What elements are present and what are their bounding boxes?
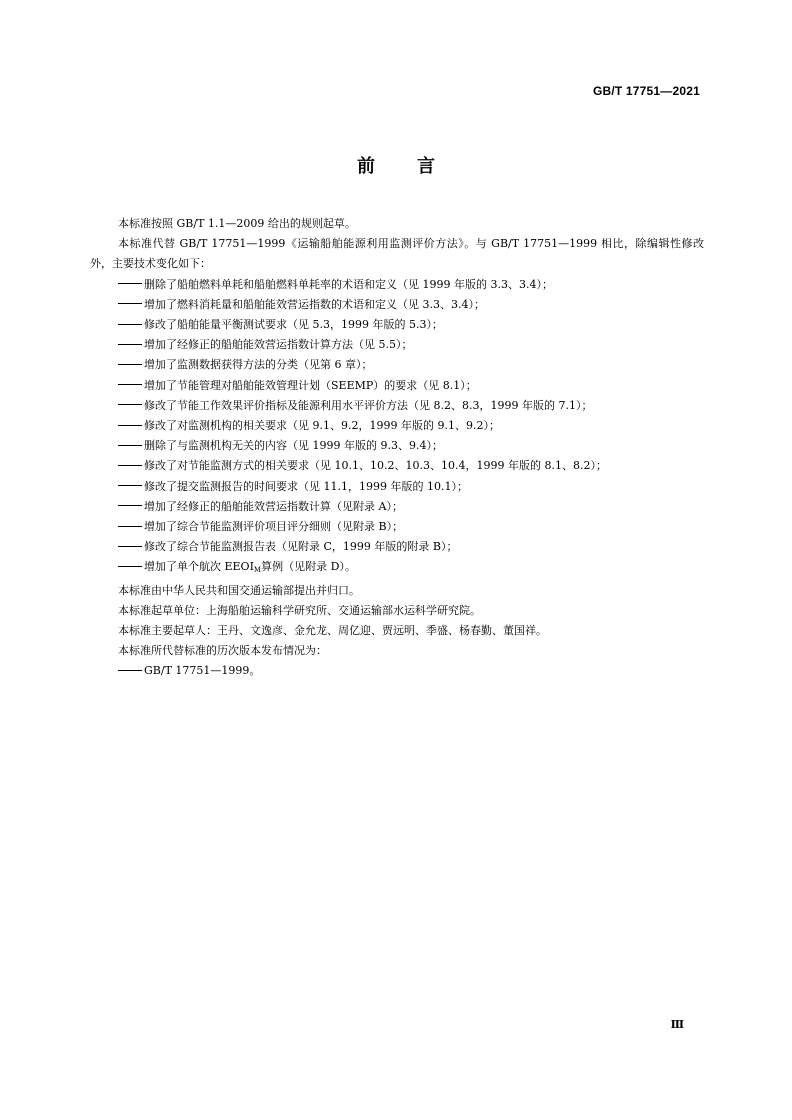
list-item-text: 增加了经修正的船舶能效营运指数计算（见附录 A）； <box>144 499 403 513</box>
dash-mark <box>118 404 142 405</box>
dash-mark <box>118 324 142 325</box>
dash-mark <box>118 445 142 446</box>
dash-mark <box>118 303 142 304</box>
list-item <box>90 355 704 375</box>
drafters-paragraph: 本标准主要起草人：王丹、文逸彦、金允龙、周亿迎、贾远明、季盛、杨春勤、董国祥。 <box>118 624 547 638</box>
page-number: Ⅲ <box>670 1018 684 1031</box>
changes-list <box>90 275 704 581</box>
list-item <box>90 416 704 436</box>
history-intro-paragraph: 本标准所代替标准的历次版本发布情况为： <box>118 644 327 658</box>
dash-mark <box>118 566 142 567</box>
list-item <box>90 295 704 315</box>
history-item <box>90 661 704 681</box>
list-item <box>90 537 704 557</box>
list-item <box>90 376 704 396</box>
dash-mark <box>118 425 142 426</box>
dash-mark <box>118 546 142 547</box>
list-item-text-before: 增加了单个航次 EEOI <box>144 560 254 574</box>
list-item-text: 修改了提交监测报告的时间要求（见 11.1，1999 年版的 10.1）； <box>144 479 468 493</box>
history-item-text: GB/T 17751—1999。 <box>144 664 261 678</box>
foreword-body <box>90 214 704 682</box>
list-item <box>90 497 704 517</box>
list-item-text: 增加了燃料消耗量和船舶能效营运指数的术语和定义（见 3.3、3.4）； <box>144 297 485 311</box>
list-item <box>90 396 704 416</box>
dash-mark <box>118 670 142 671</box>
list-item-last <box>90 557 704 580</box>
list-item <box>90 436 704 456</box>
list-item-text-after: 算例（见附录 D）。 <box>261 560 356 574</box>
list-item-text: 删除了与监测机构无关的内容（见 1999 年版的 9.3、9.4）； <box>144 439 443 453</box>
drafting-rule-paragraph: 本标准按照 GB/T 1.1—2009 给出的规则起草。 <box>118 217 356 230</box>
dash-mark <box>118 283 142 284</box>
list-item <box>90 335 704 355</box>
standard-code: GB/T 17751—2021 <box>592 84 700 98</box>
list-item-text: 修改了船舶能量平衡测试要求（见 5.3，1999 年版的 5.3）； <box>144 318 443 332</box>
proposer-paragraph: 本标准由中华人民共和国交通运输部提出并归口。 <box>118 583 360 597</box>
dash-mark <box>118 465 142 466</box>
dash-mark <box>118 526 142 527</box>
list-item-text: 增加了监测数据获得方法的分类（见第 6 章）； <box>144 358 373 372</box>
list-item <box>90 275 704 295</box>
list-item-text: 修改了节能工作效果评价指标及能源利用水平评价方法（见 8.2、8.3，1999 年版的 7.1）； <box>144 398 593 412</box>
list-item <box>90 517 704 537</box>
list-item-text: 增加了经修正的船舶能效营运指数计算方法（见 5.5）； <box>144 338 413 352</box>
dash-mark <box>118 384 142 385</box>
dash-mark <box>118 485 142 486</box>
list-item <box>90 477 704 497</box>
dash-mark <box>118 505 142 506</box>
list-item <box>90 315 704 335</box>
list-item-text: 增加了综合节能监测评价项目评分细则（见附录 B）； <box>144 520 404 534</box>
list-item <box>90 456 704 476</box>
dash-mark <box>118 364 142 365</box>
list-item-text: 修改了对节能监测方式的相关要求（见 10.1、10.2、10.3、10.4，1999 年版的 8.1、8.2）； <box>144 459 607 473</box>
drafting-units-paragraph: 本标准起草单位：上海船舶运输科学研究所、交通运输部水运科学研究院。 <box>118 603 481 617</box>
list-item-text: 增加了节能管理对船舶能效管理计划（SEEMP）的要求（见 8.1）； <box>144 378 477 392</box>
replaces-paragraph: 本标准代替 GB/T 17751—1999《运输船舶能源利用监测评价方法》。与 GB/T 17751—1999 相比，除编辑性修改外，主要技术变化如下： <box>90 237 704 271</box>
page-title: 前言 <box>357 156 477 177</box>
list-item-text: 删除了船舶燃料单耗和船舶燃料单耗率的术语和定义（见 1999 年版的 3.3、3.4）； <box>144 277 553 291</box>
dash-mark <box>118 344 142 345</box>
list-item-text: 修改了综合节能监测报告表（见附录 C，1999 年版的附录 B）； <box>144 540 458 554</box>
list-item-text: 修改了对监测机构的相关要求（见 9.1、9.2，1999 年版的 9.1、9.2）； <box>144 419 500 433</box>
subscript-m: M <box>253 566 262 575</box>
